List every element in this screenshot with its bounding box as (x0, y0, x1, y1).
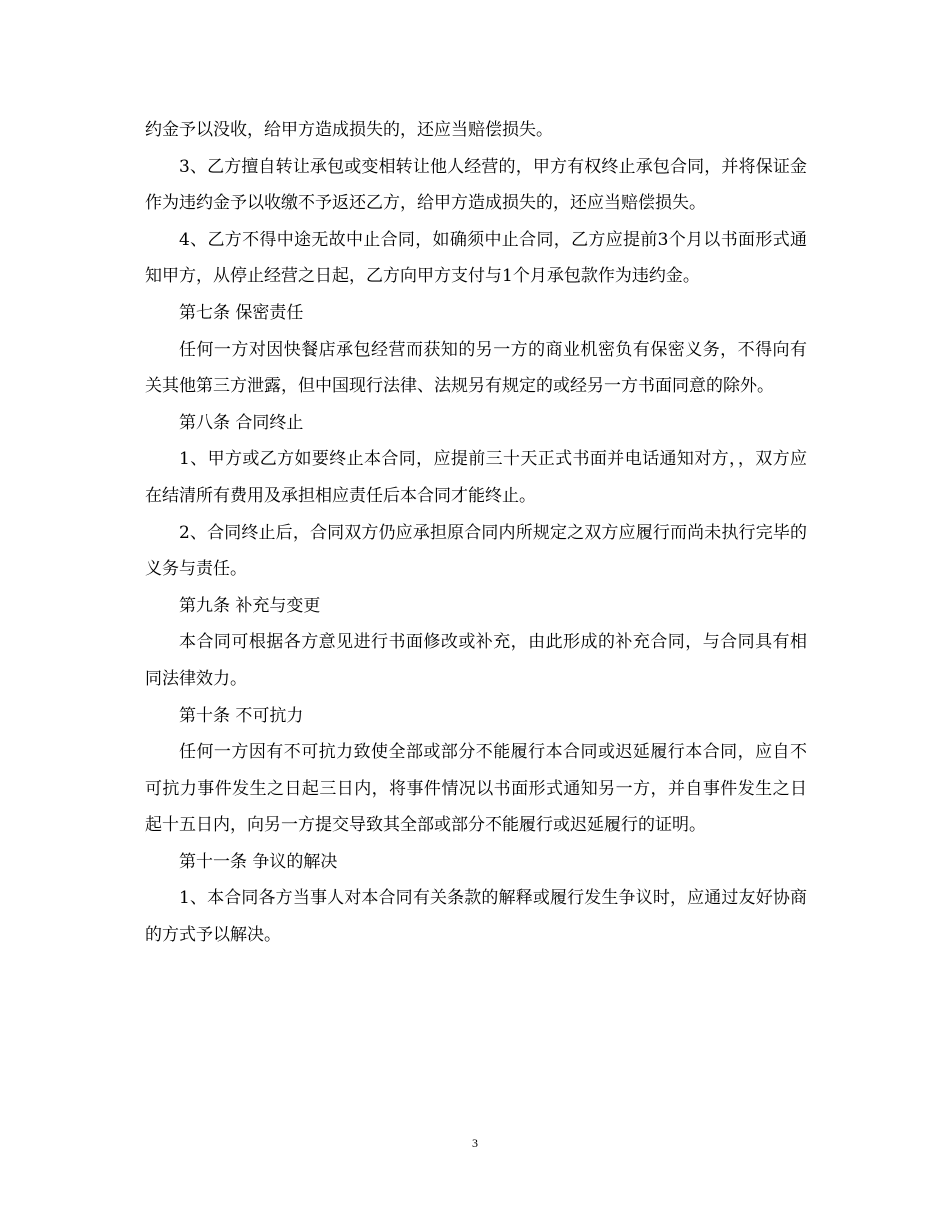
section-heading-article-11: 第十一条 争议的解决 (179, 851, 338, 872)
paragraph-dispute-1: 1、本合同各方当事人对本合同有关条款的解释或履行发生争议时，应通过友好协商的方式予以解决。 (145, 888, 807, 946)
paragraph-termination-1: 1、甲方或乙方如要终止本合同，应提前三十天正式书面并电话通知对方，，双方应在结清所有费用及承担相应责任后本合同才能终止。 (145, 449, 807, 506)
paragraph-amendment: 本合同可根据各方意见进行书面修改或补充，由此形成的补充合同，与合同具有相同法律效力。 (145, 632, 807, 689)
section-heading-article-7: 第七条 保密责任 (179, 302, 304, 323)
paragraph-continuation: 约金予以没收，给甲方造成损失的，还应当赔偿损失。 (145, 120, 553, 140)
paragraph-termination-2: 2、合同终止后，合同双方仍应承担原合同内所规定之双方应履行而尚未执行完毕的义务与责任。 (145, 522, 807, 580)
section-heading-article-9: 第九条 补充与变更 (179, 595, 321, 616)
document-body (145, 112, 807, 954)
paragraph-confidentiality: 任何一方对因快餐店承包经营而获知的另一方的商业机密负有保密义务，不得向有关其他第三方泄露，但中国现行法律、法规另有规定的或经另一方书面同意的除外。 (145, 339, 807, 397)
section-heading-article-10: 第十条 不可抗力 (179, 705, 304, 726)
page-number: 3 (472, 1136, 478, 1150)
paragraph-clause-4: 4、乙方不得中途无故中止合同，如确须中止合同，乙方应提前3个月以书面形式通知甲方，从停止经营之日起，乙方向甲方支付与1个月承包款作为违约金。 (145, 229, 807, 287)
paragraph-clause-3: 3、乙方擅自转让承包或变相转让他人经营的，甲方有权终止承包合同，并将保证金作为违约金予以收缴不予返还乙方，给甲方造成损失的，还应当赔偿损失。 (145, 156, 807, 214)
paragraph-force-majeure: 任何一方因有不可抗力致使全部或部分不能履行本合同或迟延履行本合同，应自不可抗力事件发生之日起三日内，将事件情况以书面形式通知另一方，并自事件发生之日起十五日内，向另一方提交导致其全部或部分不能履行或迟延履行的证明。 (145, 742, 807, 836)
section-heading-article-8: 第八条 合同终止 (179, 412, 304, 433)
